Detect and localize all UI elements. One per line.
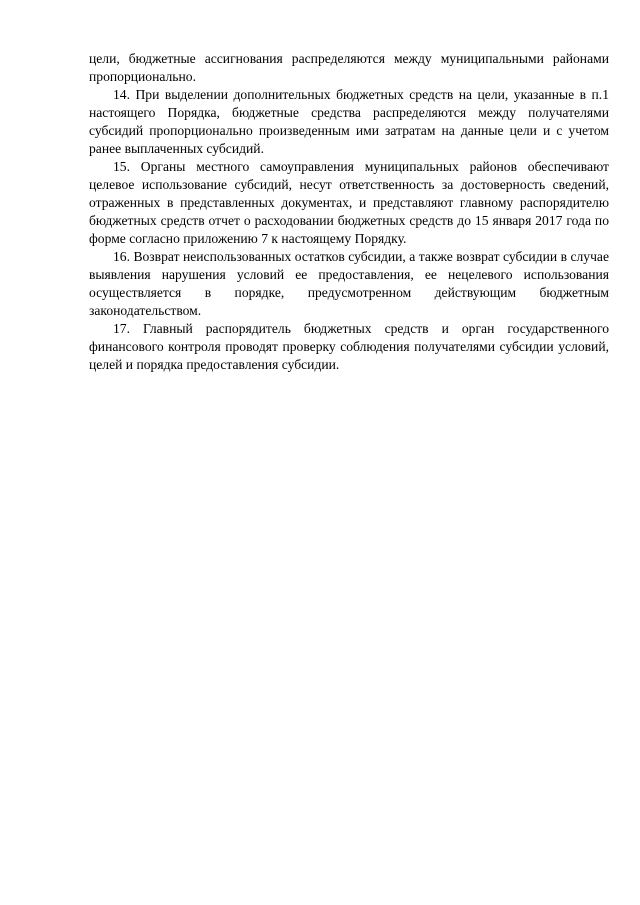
document-body xyxy=(89,50,609,374)
paragraph-17: 17. Главный распорядитель бюджетных средств и орган государственного финансового контроля проводят проверку соблюдения получателями субсидии условий, целей и порядка предоставления субсидии. xyxy=(89,321,609,372)
paragraph-14: 14. При выделении дополнительных бюджетных средств на цели, указанные в п.1 настоящего Порядка, бюджетные средства распределяются между получателями субсидий пропорционально произведенным ими затратам на данные цели и с учетом ранее выплаченных субсидий. xyxy=(89,87,609,156)
paragraph-16: 16. Возврат неиспользованных остатков субсидии, а также возврат субсидии в случае выявления нарушения условий ее предоставления, ее нецелевого использования осуществляется в порядке, предусмотренном действующим бюджетным законодательством. xyxy=(89,249,609,318)
paragraph-continuation: цели, бюджетные ассигнования распределяются между муниципальными районами пропорционально. xyxy=(89,51,609,84)
paragraph-15: 15. Органы местного самоуправления муниципальных районов обеспечивают целевое использование субсидий, несут ответственность за достоверность сведений, отраженных в представленных документах, и представляют главному распорядителю бюджетных средств отчет о расходовании бюджетных средств до 15 января 2017 года по форме согласно приложению 7 к настоящему Порядку. xyxy=(89,159,609,246)
